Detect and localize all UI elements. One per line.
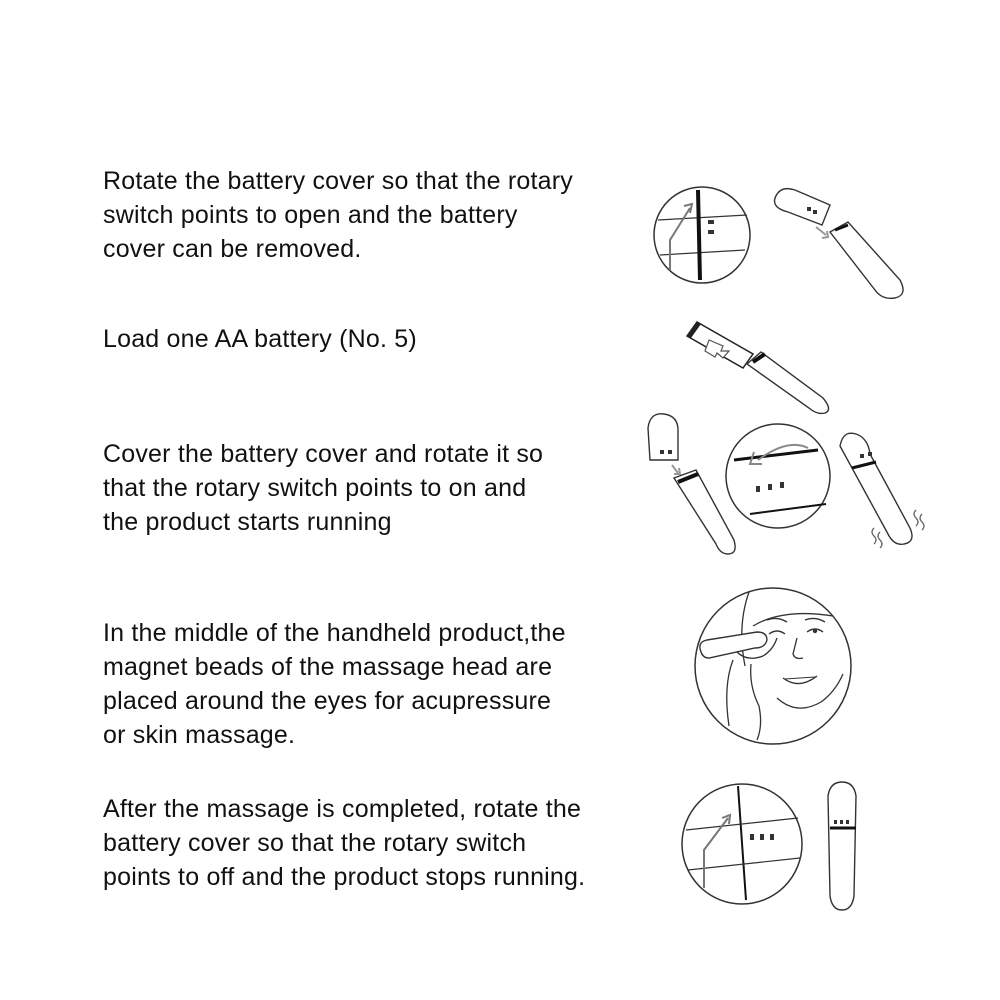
step-4-illustration <box>693 586 853 746</box>
step-1-text: Rotate the battery cover so that the rotary switch points to open and the battery cover can be removed. <box>103 167 573 263</box>
step-3-text: Cover the battery cover and rotate it so that the rotary switch points to on and the product starts running <box>103 440 544 536</box>
close-cover-diagram <box>638 408 930 558</box>
open-cover-diagram <box>650 180 910 305</box>
step-2-text: Load one AA battery (No. 5) <box>103 325 417 353</box>
step-5-text: After the massage is completed, rotate the battery cover so that the rotary switch points to off and the product stops running. <box>103 795 586 891</box>
step-1-illustration <box>650 180 910 305</box>
load-battery-diagram <box>683 318 835 416</box>
step-4-text: In the middle of the handheld product,the magnet beads of the massage head are placed around the eyes for acupressure or skin massage. <box>103 619 566 749</box>
step-2-illustration <box>683 318 835 416</box>
face-massage-diagram <box>693 586 853 746</box>
close-switch-diagram <box>680 778 880 913</box>
step-5-illustration <box>680 778 880 913</box>
step-3-illustration <box>638 408 930 558</box>
